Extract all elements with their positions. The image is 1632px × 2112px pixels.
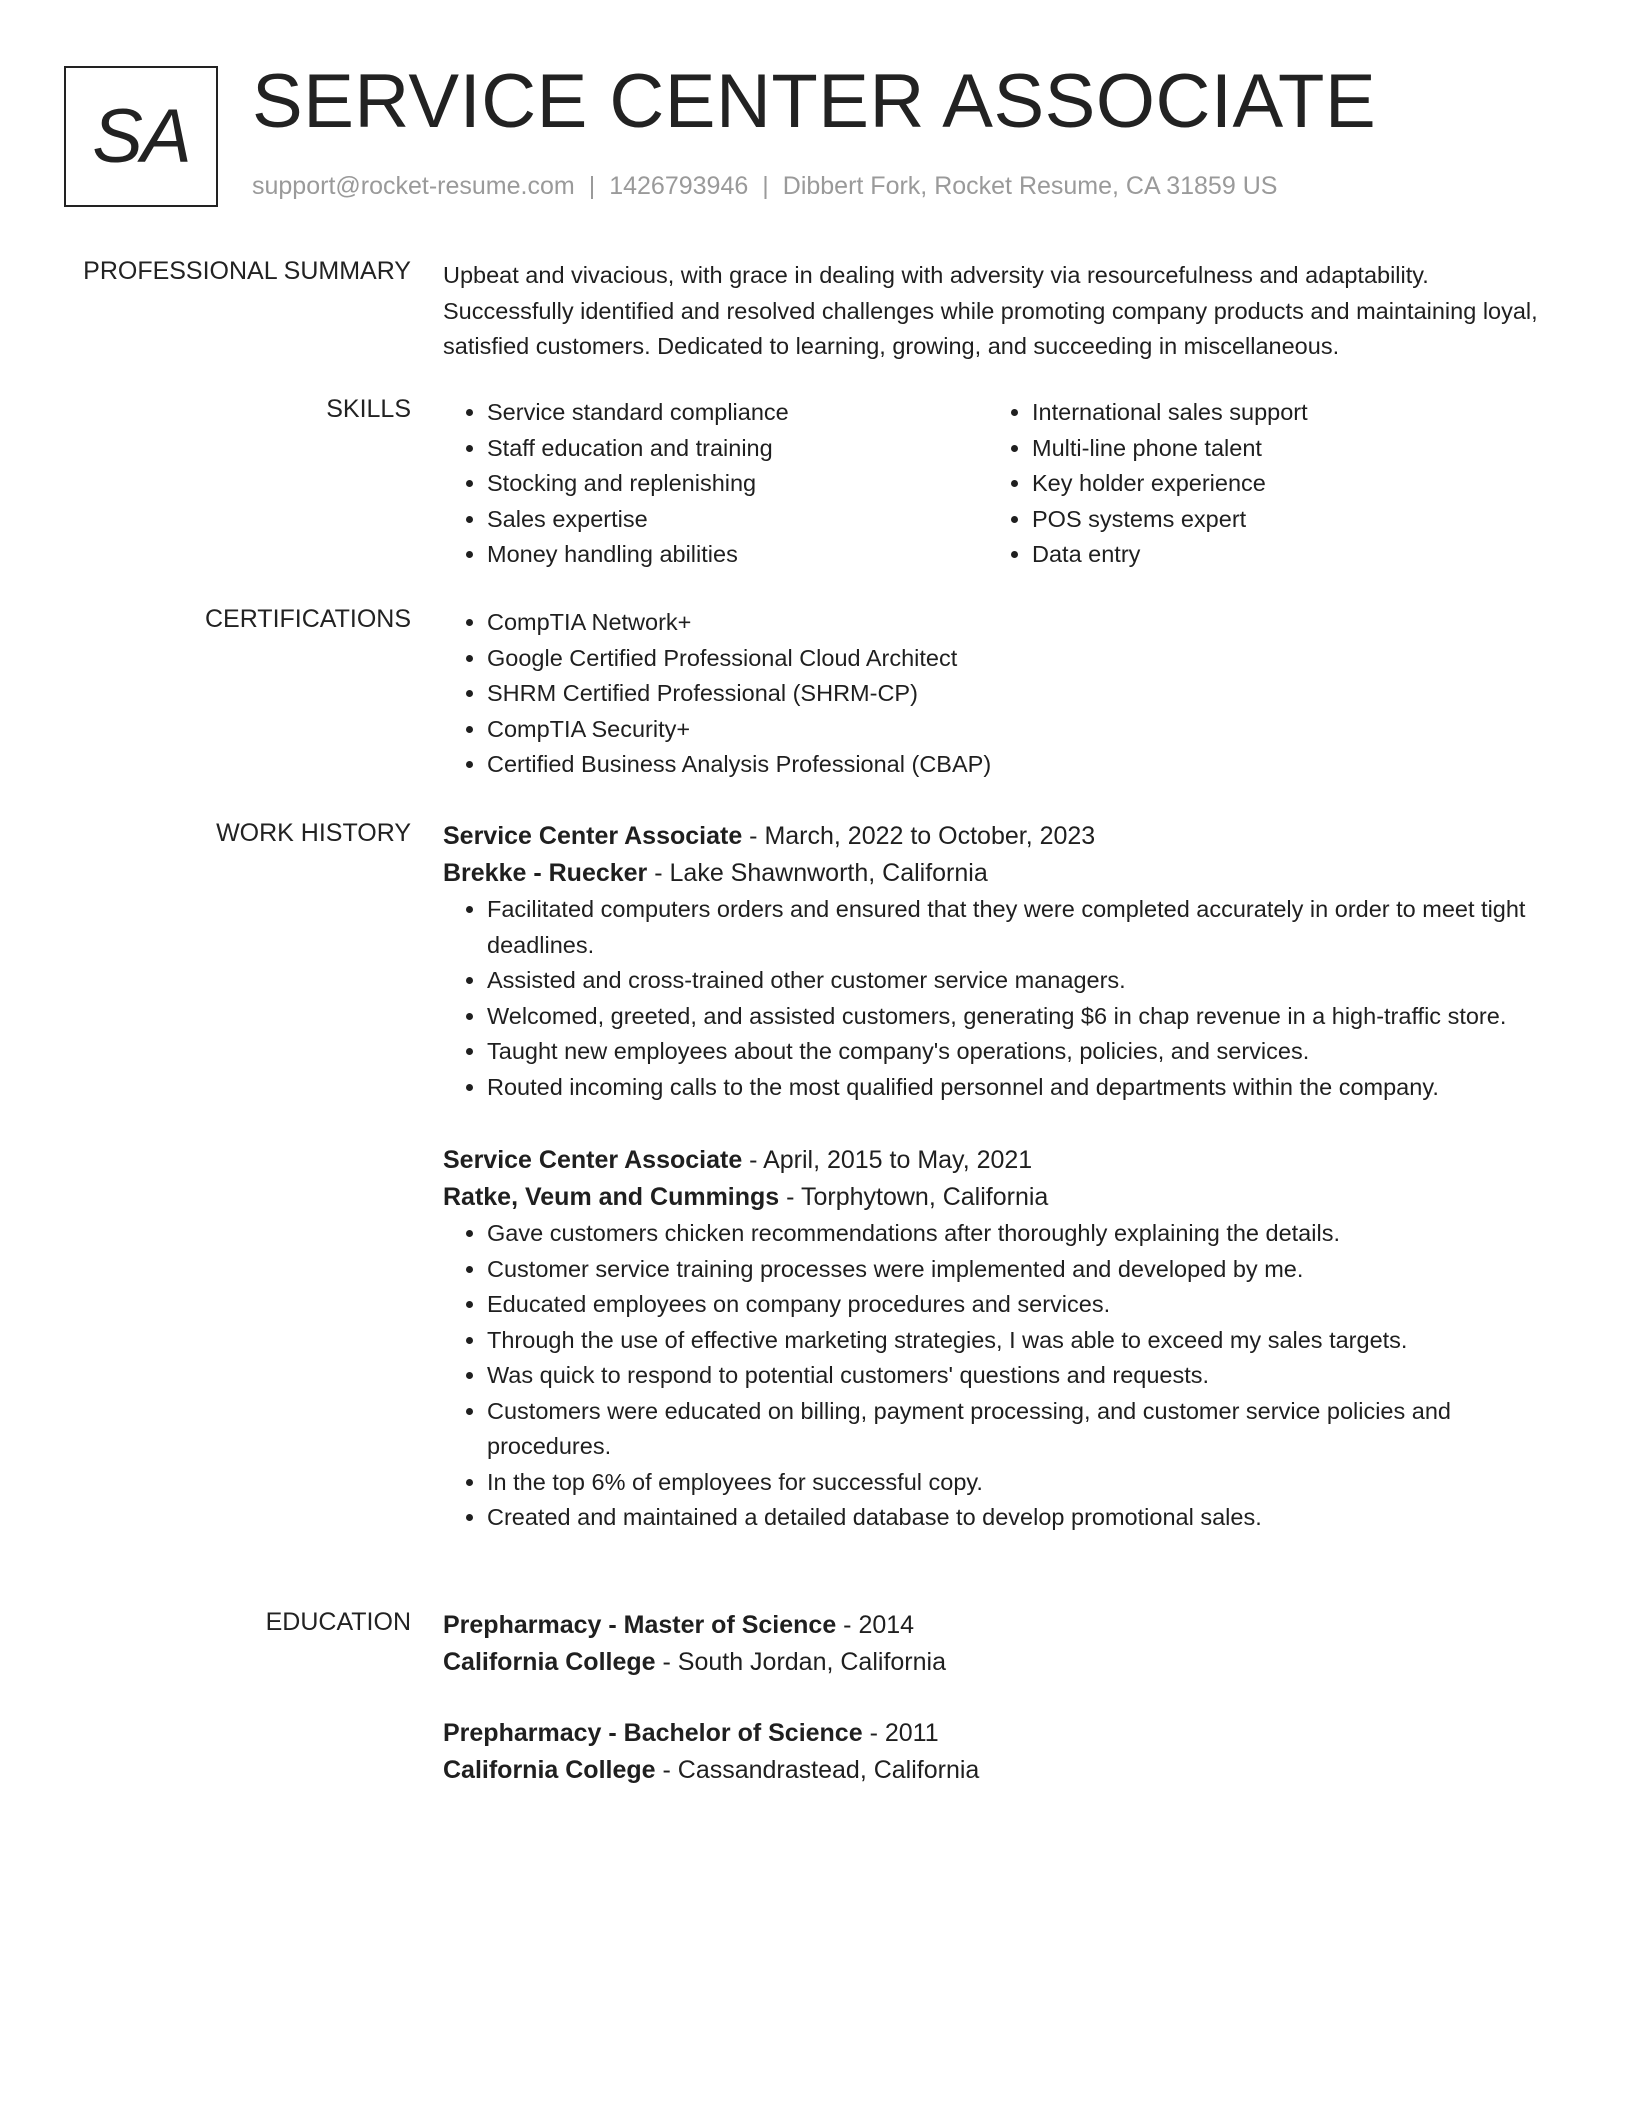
work-history-body — [443, 818, 1563, 1536]
education-school: California College — [443, 1648, 656, 1676]
education-entry — [443, 1715, 1563, 1789]
job-bullets — [443, 1216, 1563, 1536]
list-item: • International sales support — [1032, 395, 1533, 431]
education-year: - 2014 — [836, 1611, 915, 1639]
education-year: - 2011 — [862, 1719, 939, 1747]
contact-email[interactable]: support@rocket-resume.com — [252, 172, 575, 200]
summary-text: Upbeat and vivacious, with grace in dealing with adversity via resourcefulness and adaptability. Successfully identified and resolved challenges while promoting company products and maintaining loyal, satisfied customers. Dedicated to learning, growing, and succeeding in miscellaneous. — [443, 262, 1538, 359]
work-history-heading: WORK HISTORY — [216, 819, 411, 847]
education-school-line — [443, 1752, 1563, 1789]
education-heading: EDUCATION — [265, 1608, 411, 1636]
skills-body — [443, 395, 1563, 573]
list-item: • SHRM Certified Professional (SHRM-CP) — [487, 676, 1563, 712]
job-dates: - March, 2022 to October, 2023 — [742, 822, 1096, 850]
job-bullets — [443, 892, 1563, 1105]
list-item: • Customer service training processes were implemented and developed by me. — [487, 1252, 1563, 1288]
list-item: • CompTIA Security+ — [487, 712, 1563, 748]
skills-column-left — [443, 395, 988, 573]
education-degree-line — [443, 1715, 1563, 1752]
list-item: • Stocking and replenishing — [487, 466, 988, 502]
education-location: - South Jordan, California — [655, 1648, 946, 1676]
job-title-line — [443, 818, 1563, 855]
education-degree: Prepharmacy - Master of Science — [443, 1611, 837, 1639]
list-item: • Assisted and cross-trained other customer service managers. — [487, 963, 1563, 999]
certifications-list — [443, 605, 1563, 783]
list-item: • Google Certified Professional Cloud Architect — [487, 641, 1563, 677]
list-item: • Certified Business Analysis Professional (CBAP) — [487, 747, 1563, 783]
job-company-line — [443, 1179, 1563, 1216]
list-item: • Money handling abilities — [487, 537, 988, 573]
job-dates: - April, 2015 to May, 2021 — [742, 1146, 1033, 1174]
certifications-heading: CERTIFICATIONS — [204, 605, 411, 633]
skills-columns — [443, 395, 1563, 573]
skills-list-left — [443, 395, 988, 573]
summary-body — [443, 258, 1563, 365]
job-title: Service Center Associate — [443, 822, 743, 850]
education-degree-line — [443, 1607, 1563, 1644]
list-item: • Customers were educated on billing, payment processing, and customer service policies and procedures. — [487, 1394, 1563, 1465]
education-body — [443, 1607, 1563, 1789]
contact-address: Dibbert Fork, Rocket Resume, CA 31859 US — [782, 172, 1278, 200]
list-item: • Staff education and training — [487, 431, 988, 467]
list-item: • Through the use of effective marketing strategies, I was able to exceed my sales targets. — [487, 1323, 1563, 1359]
certifications-body — [443, 605, 1563, 783]
list-item: • Was quick to respond to potential customers' questions and requests. — [487, 1358, 1563, 1394]
list-item: • Gave customers chicken recommendations after thoroughly explaining the details. — [487, 1216, 1563, 1252]
job-company: Brekke - Ruecker — [443, 859, 648, 887]
skills-column-right — [988, 395, 1533, 573]
list-item: • Key holder experience — [1032, 466, 1533, 502]
education-degree: Prepharmacy - Bachelor of Science — [443, 1719, 863, 1747]
list-item: • Created and maintained a detailed database to develop promotional sales. — [487, 1500, 1563, 1536]
list-item: • Facilitated computers orders and ensured that they were completed accurately in order to meet tight deadlines. — [487, 892, 1563, 963]
monogram-box — [64, 66, 218, 207]
list-item: • Routed incoming calls to the most qualified personnel and departments within the company. — [487, 1070, 1563, 1106]
job-company-line — [443, 855, 1563, 892]
list-item: • Data entry — [1032, 537, 1533, 573]
education-school-line — [443, 1644, 1563, 1681]
skills-list-right — [988, 395, 1533, 573]
job-location: - Torphytown, California — [779, 1183, 1049, 1211]
list-item: • Sales expertise — [487, 502, 988, 538]
list-item: • CompTIA Network+ — [487, 605, 1563, 641]
resume-title: SERVICE CENTER ASSOCIATE — [252, 59, 1377, 144]
list-item: • Welcomed, greeted, and assisted customers, generating $6 in chap revenue in a high-traffic store. — [487, 999, 1563, 1035]
job-title-line — [443, 1142, 1563, 1179]
education-entry — [443, 1607, 1563, 1681]
skills-heading: SKILLS — [326, 395, 411, 423]
job-company: Ratke, Veum and Cummings — [443, 1183, 780, 1211]
job-title: Service Center Associate — [443, 1146, 743, 1174]
contact-separator: | — [762, 172, 769, 200]
list-item: • Taught new employees about the company's operations, policies, and services. — [487, 1034, 1563, 1070]
contact-line — [252, 172, 1277, 201]
list-item: • Educated employees on company procedures and services. — [487, 1287, 1563, 1323]
contact-separator: | — [588, 172, 596, 200]
job-entry — [443, 818, 1563, 1105]
summary-heading: PROFESSIONAL SUMMARY — [83, 257, 411, 285]
list-item: • Multi-line phone talent — [1032, 431, 1533, 467]
list-item: • Service standard compliance — [487, 395, 988, 431]
list-item: • In the top 6% of employees for successful copy. — [487, 1465, 1563, 1501]
job-entry — [443, 1142, 1563, 1536]
list-item: • POS systems expert — [1032, 502, 1533, 538]
monogram-initials: SA — [92, 93, 190, 179]
education-school: California College — [443, 1756, 656, 1784]
contact-phone[interactable]: 1426793946 — [609, 172, 749, 200]
job-location: - Lake Shawnworth, California — [647, 859, 988, 887]
education-location: - Cassandrastead, California — [655, 1756, 980, 1784]
